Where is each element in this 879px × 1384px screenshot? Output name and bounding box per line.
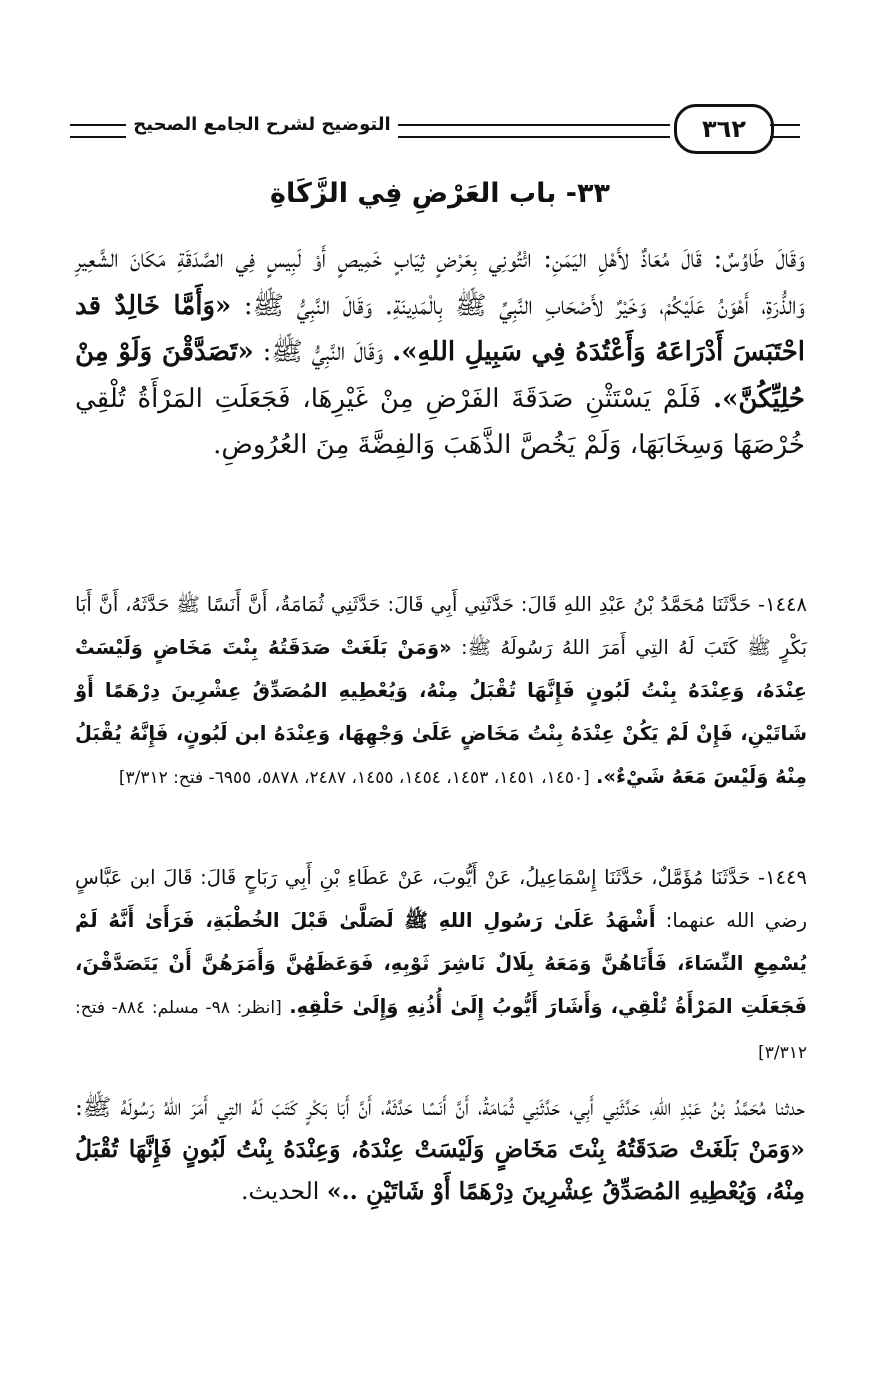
hadith-references: [انظر: ٩٨- مسلم: ٨٨٤- فتح: ٣/٣١٢]	[75, 998, 807, 1063]
header-rule-middle	[398, 124, 670, 138]
hadith-references: [١٤٥٠، ١٤٥١، ١٤٥٣، ١٤٥٤، ١٤٥٥، ٢٤٨٧، ٥٨٧٨، ٦٩٥٥- فتح: ٣/٣١٢]	[118, 768, 590, 788]
header-rule-right	[770, 124, 800, 138]
commentary-suffix: الحديث.	[241, 1177, 320, 1205]
hadith-1449	[75, 856, 807, 1075]
running-title: التوضيح لشرح الجامع الصحيح	[133, 114, 391, 135]
hadith-1448	[75, 583, 807, 800]
page-number: ٣٦٢	[674, 104, 774, 154]
hadith-matn: أَشْهَدُ عَلَىٰ رَسُولِ اللهِ ﷺ لَصَلَّىٰ قَبْلَ الخُطْبَةِ، فَرَأَىٰ أَنَّهُ لَمْ يُسْمِعِ النِّسَاءَ، فَأَتَاهُنَّ وَمَعَهُ بِلَالٌ نَاشِرَ ثَوْبِهِ، فَوَعَظَهُنَّ وَأَمَرَهُنَّ أَنْ يَتَصَدَّقْنَ، فَجَعَلَتِ المَرْأَةُ تُلْقِي، وَأَشَارَ أَيُّوبُ إِلَىٰ أُذُنِهِ وَإِلَىٰ حَلْقِهِ.	[75, 909, 808, 1018]
chapter-title: ٣٣- باب العَرْضِ فِي الزَّكَاةِ	[270, 178, 610, 209]
intro-quote-khalid: «وَأَمَّا خَالِدٌ قد احْتَبَسَ أَدْرَاعَهُ وَأَعْتُدَهُ فِي سَبِيلِ اللهِ».	[75, 290, 806, 367]
hadith-matn: «وَمَنْ بَلَغَتْ صَدَقَتُهُ بِنْتَ مَخَاضٍ وَلَيْسَتْ عِنْدَهُ، وَعِنْدَهُ بِنْتُ لَبُونٍ فَإِنَّهَا تُقْبَلُ مِنْهُ، وَيُعْطِيهِ المُصَدِّقُ عِشْرِينَ دِرْهَمًا أَوْ شَاتَيْنِ، فَإِنْ لَمْ يَكُنْ عِنْدَهُ بِنْتُ مَخَاضٍ عَلَىٰ وَجْهِهَا، وَعِنْدَهُ ابن لَبُونٍ، فَإِنَّهُ يُقْبَلُ مِنْهُ وَلَيْسَ مَعَهُ شَيْءٌ».	[75, 636, 807, 788]
intro-text: وَقَالَ النَّبِيُّ ﷺ:	[262, 337, 384, 367]
chapter-intro	[75, 236, 805, 469]
header-rule-left	[70, 124, 126, 138]
intro-quote-tasaddaqna: «تَصَدَّقْنَ وَلَوْ مِنْ حُلِيِّكُنَّ».	[75, 337, 806, 414]
commentary-isnad: حدثنا مُحَمَّدُ بْنُ عَبْدِ اللهِ، حَدَّثَنِي أَبِي، حَدَّثَنِي ثُمَامَةُ، أَنَّ أَنَسًا حَدَّثَهُ، أَنَّ أَبَا بَكْرٍ كَتَبَ لَهُ التِي أَمَرَ اللهُ رَسُولَهُ ﷺ:	[75, 1093, 805, 1121]
commentary-matn: «وَمَنْ بَلَغَتْ صَدَقَتُهُ بِنْتَ مَخَاضٍ وَلَيْسَتْ عِنْدَهُ، وَعِنْدَهُ بِنْتُ لَبُونٍ فَإِنَّهَا تُقْبَلُ مِنْهُ، وَيُعْطِيهِ المُصَدِّقُ عِشْرِينَ دِرْهَمًا أَوْ شَاتَيْنِ ..»	[75, 1135, 805, 1205]
hadith-isnad: ١٤٤٨- حَدَّثَنَا مُحَمَّدُ بْنُ عَبْدِ اللهِ قَالَ: حَدَّثَنِي أَبِي قَالَ: حَدَّثَنِي ثُمَامَةُ، أَنَّ أَنَسًا ﷺ حَدَّثَهُ، أَنَّ أَبَا بَكْرٍ ﷺ كَتَبَ لَهُ التِي أَمَرَ اللهُ رَسُولَهُ ﷺ:	[75, 593, 807, 659]
intro-text: فَلَمْ يَسْتَثْنِ صَدَقَةَ الفَرْضِ مِنْ غَيْرِهَا، فَجَعَلَتِ المَرْأَةُ تُلْقِي خُرْصَهَا وَسِخَابَهَا، وَلَمْ يَخُصَّ الذَّهَبَ وَالفِضَّةَ مِنَ العُرُوضِ.	[75, 383, 805, 460]
page-header	[70, 98, 810, 158]
intro-text: وَقَالَ طَاوُسٌ: قَالَ مُعَاذٌ لأَهْلِ اليَمَنِ: ائْتُونِي بِعَرْضٍ ثِيَابٍ خَمِيصٍ أَوْ لَبِيسٍ فِي الصَّدَقَةِ مَكَانَ الشَّعِيرِ وَالذُّرَةِ، أَهْوَنُ عَلَيْكُمْ، وَخَيْرٌ لأَصْحَابِ النَّبِيِّ ﷺ بِالْمَدِينَةِ. وَقَالَ النَّبِيُّ ﷺ:	[75, 244, 805, 321]
hadith-isnad: ١٤٤٩- حَدَّثَنَا مُؤَمَّلٌ، حَدَّثَنَا إِسْمَاعِيلُ، عَنْ أَيُّوبَ، عَنْ عَطَاءِ بْنِ أَبِي رَبَاحٍ قَالَ: قَالَ ابن عَبَّاسٍ رضي الله عنهما:	[75, 866, 808, 932]
commentary-paragraph	[75, 1086, 805, 1212]
